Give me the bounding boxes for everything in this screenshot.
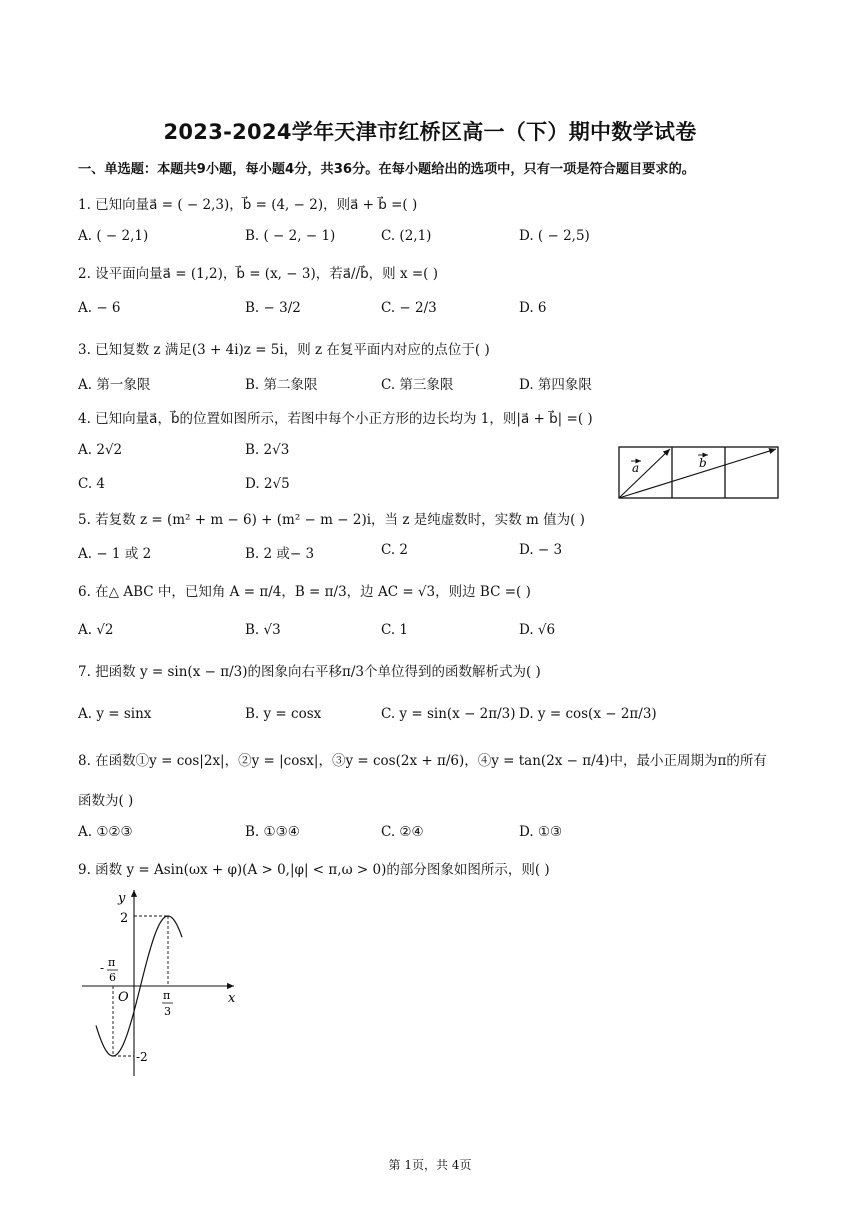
origin-label: O [118, 990, 129, 1005]
vector-a-label: a [632, 461, 640, 475]
q4-option-d: D. 2√5 [245, 476, 290, 492]
section-header: 一、单选题：本题共9小题，每小题4分，共36分。在每小题给出的选项中，只有一项是符合题目要求的。 [78, 162, 695, 177]
question-7: 7. 把函数 y = sin(x − π/3)的图象向右平移π/3个单位得到的函数解析式为( ) [78, 664, 541, 680]
q1-option-b: B. ( − 2, − 1) [245, 228, 336, 244]
q1-option-d: D. ( − 2,5) [519, 228, 590, 244]
x-left-sign: - [100, 961, 105, 975]
question-9: 9. 函数 y = Asin(ωx + φ)(A > 0,|φ| < π,ω > 0)的部分图象如图所示，则( ) [78, 862, 550, 878]
x-axis-label: x [228, 991, 236, 1006]
q2-option-b: B. − 3/2 [245, 300, 301, 316]
q6-option-a: A. √2 [78, 622, 114, 638]
q3-option-b: B. 第二象限 [245, 377, 318, 393]
q5-option-b: B. 2 或− 3 [245, 546, 315, 562]
q5-option-d: D. − 3 [519, 542, 563, 558]
sinusoid-graph-figure [78, 884, 248, 1084]
y-min-label: -2 [136, 1050, 148, 1064]
q1-option-a: A. ( − 2,1) [78, 228, 149, 244]
q8-option-a: A. ①②③ [78, 824, 133, 840]
question-6: 6. 在△ ABC 中，已知角 A = π/4，B = π/3，边 AC = √3，则边 BC =( ) [78, 584, 531, 600]
q4-option-a: A. 2√2 [78, 442, 123, 458]
x-left-numerator: π [108, 956, 116, 969]
q2-option-a: A. − 6 [78, 300, 121, 316]
page-footer: 第 1页，共 4页 [388, 1158, 472, 1172]
vector-a-arrow [619, 449, 670, 498]
q8-option-b: B. ①③④ [245, 824, 300, 840]
q3-option-a: A. 第一象限 [78, 377, 151, 393]
q7-option-a: A. y = sinx [78, 706, 152, 722]
question-8: 8. 在函数①y = cos|2x|，②y = |cosx|，③y = cos(2x + π/6)，④y = tan(2x − π/4)中，最小正周期为π的所有 [78, 753, 767, 769]
q3-option-d: D. 第四象限 [519, 377, 592, 393]
x-right-numerator: π [163, 989, 171, 1002]
q7-option-d: D. y = cos(x − 2π/3) [519, 706, 657, 722]
question-4: 4. 已知向量a⃗，b⃗的位置如图所示，若图中每个小正方形的边长均为 1，则|a⃗ + b⃗| =( ) [78, 411, 593, 427]
q3-option-c: C. 第三象限 [381, 377, 454, 393]
q1-option-c: C. (2,1) [381, 228, 432, 244]
q4-option-c: C. 4 [78, 476, 106, 492]
page-title: 2023-2024学年天津市红桥区高一（下）期中数学试卷 [163, 120, 697, 144]
question-1: 1. 已知向量a⃗ = ( − 2,3)，b⃗ = (4, − 2)，则a⃗ + b⃗ =( ) [78, 197, 418, 213]
q6-option-b: B. √3 [245, 622, 281, 638]
q4-option-b: B. 2√3 [245, 442, 290, 458]
q7-option-c: C. y = sin(x − 2π/3) [381, 706, 516, 722]
q2-option-d: D. 6 [519, 300, 547, 316]
y-axis-label: y [118, 891, 126, 906]
q5-option-c: C. 2 [381, 542, 409, 558]
vector-grid-figure [617, 445, 781, 501]
question-5: 5. 若复数 z = (m² + m − 6) + (m² − m − 2)i，当 z 是纯虚数时，实数 m 值为( ) [78, 512, 585, 528]
vector-b-label: b [699, 456, 707, 470]
x-right-denominator: 3 [164, 1005, 171, 1018]
vector-b-arrow [619, 449, 776, 498]
q8-option-d: D. ①③ [519, 824, 563, 840]
q8-option-c: C. ②④ [381, 824, 424, 840]
q7-option-b: B. y = cosx [245, 706, 322, 722]
y-max-label: 2 [120, 911, 129, 926]
q6-option-c: C. 1 [381, 622, 409, 638]
question-3: 3. 已知复数 z 满足(3 + 4i)z = 5i，则 z 在复平面内对应的点位于( ) [78, 342, 490, 358]
q2-option-c: C. − 2/3 [381, 300, 437, 316]
q6-option-d: D. √6 [519, 622, 556, 638]
q5-option-a: A. − 1 或 2 [78, 546, 152, 562]
question-2: 2. 设平面向量a⃗ = (1,2)，b⃗ = (x, − 3)，若a⃗//b⃗，则 x =( ) [78, 266, 438, 282]
question-8-continued: 函数为( ) [78, 793, 134, 809]
x-left-denominator: 6 [109, 971, 116, 984]
